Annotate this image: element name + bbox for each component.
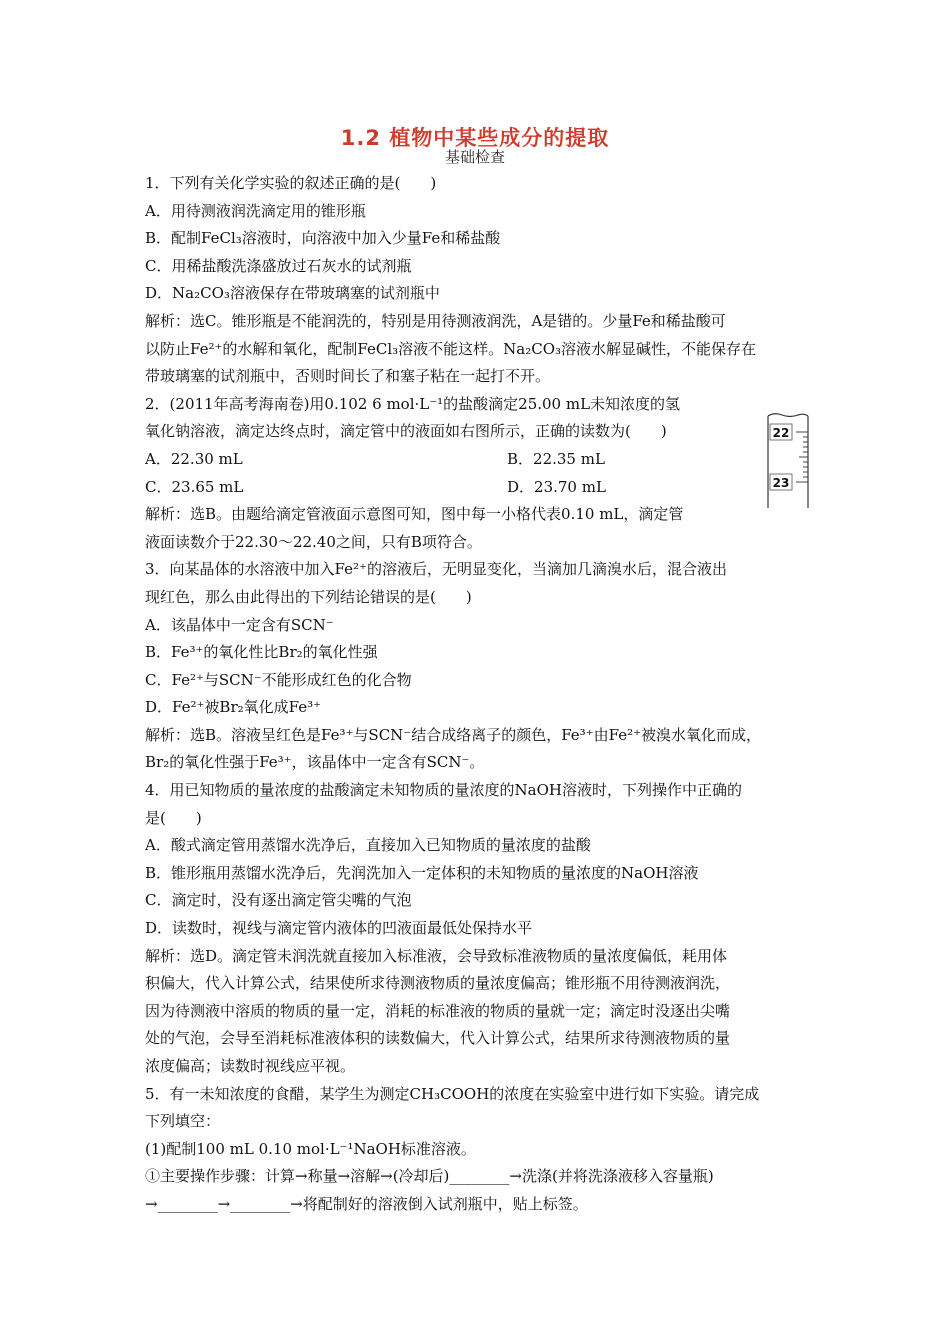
question-4 bbox=[145, 777, 810, 1081]
question-stem: 是( ) bbox=[145, 808, 202, 827]
question-stem: 4．用已知物质的量浓度的盐酸滴定未知物质的量浓度的NaOH溶液时，下列操作中正确的 bbox=[145, 781, 742, 800]
option-d: D．23.70 mL bbox=[507, 477, 606, 496]
option-a: A．酸式滴定管用蒸馏水洗净后，直接加入已知物质的量浓度的盐酸 bbox=[145, 836, 591, 855]
option-row bbox=[145, 474, 810, 502]
burette-figure bbox=[758, 412, 816, 510]
analysis-line: 以防止Fe²⁺的水解和氧化，配制FeCl₃溶液不能这样。Na₂CO₃溶液水解显碱性，不能保存在 bbox=[145, 339, 757, 358]
page-subtitle: 基础检查 bbox=[444, 148, 505, 166]
scale-label-23: 23 bbox=[772, 476, 790, 490]
analysis-line: Br₂的氧化性强于Fe³⁺，该晶体中一定含有SCN⁻。 bbox=[145, 753, 485, 772]
question-stem: 氧化钠溶液，滴定达终点时，滴定管中的液面如右图所示，正确的读数为( ) bbox=[145, 422, 667, 441]
analysis-line: 积偏大，代入计算公式，结果使所求待测液物质的量浓度偏高；锥形瓶不用待测液润洗， bbox=[145, 974, 731, 993]
analysis-line: 因为待测液中溶质的物质的量一定，消耗的标准液的物质的量就一定；滴定时没逐出尖嘴 bbox=[145, 1001, 731, 1020]
question-stem: 现红色，那么由此得出的下列结论错误的是( ) bbox=[145, 587, 472, 606]
question-stem: 下列填空： bbox=[145, 1112, 221, 1131]
option-d: D．读数时，视线与滴定管内液体的凹液面最低处保持水平 bbox=[145, 919, 533, 938]
option-b: B．22.35 mL bbox=[507, 449, 605, 468]
option-a: A．用待测液润洗滴定用的锥形瓶 bbox=[145, 201, 366, 220]
page-title: 1.2 植物中某些成分的提取 bbox=[340, 126, 610, 150]
option-c: C．用稀盐酸洗涤盛放过石灰水的试剂瓶 bbox=[145, 256, 412, 275]
question-content bbox=[145, 170, 810, 1219]
question-2 bbox=[145, 391, 810, 557]
analysis-line: 带玻璃塞的试剂瓶中，否则时间长了和塞子粘在一起打不开。 bbox=[145, 367, 551, 386]
option-d: D．Na₂CO₃溶液保存在带玻璃塞的试剂瓶中 bbox=[145, 284, 440, 303]
option-b: B．配制FeCl₃溶液时，向溶液中加入少量Fe和稀盐酸 bbox=[145, 229, 501, 248]
liquid-meniscus bbox=[768, 414, 808, 417]
question-1 bbox=[145, 170, 810, 391]
question-stem: 2．(2011年高考海南卷)用0.102 6 mol·L⁻¹的盐酸滴定25.00 mL未知浓度的氢 bbox=[145, 394, 681, 413]
question-stem: 5．有一未知浓度的食醋，某学生为测定CH₃COOH的浓度在实验室中进行如下实验。请完成 bbox=[145, 1084, 760, 1103]
question-3 bbox=[145, 556, 810, 777]
option-row bbox=[145, 446, 810, 474]
analysis-line: 解析：选C。锥形瓶是不能润洗的，特别是用待测液润洗，A是错的。少量Fe和稀盐酸可 bbox=[145, 311, 726, 330]
option-b: B．锥形瓶用蒸馏水洗净后，先润洗加入一定体积的未知物质的量浓度的NaOH溶液 bbox=[145, 863, 699, 882]
option-c: C．滴定时，没有逐出滴定管尖嘴的气泡 bbox=[145, 891, 412, 910]
option-a: A．该晶体中一定含有SCN⁻ bbox=[145, 615, 334, 634]
analysis-line: 解析：选D。滴定管未润洗就直接加入标准液，会导致标准液物质的量浓度偏低，耗用体 bbox=[145, 946, 728, 965]
analysis-line: 处的气泡，会导至消耗标准液体积的读数偏大，代入计算公式，结果所求待测液物质的量 bbox=[145, 1029, 731, 1048]
question-stem: 3．向某晶体的水溶液中加入Fe²⁺的溶液后，无明显变化，当滴加几滴溴水后，混合液出 bbox=[145, 560, 727, 579]
analysis-line: 解析：选B。溶液呈红色是Fe³⁺与SCN⁻结合成络离子的颜色，Fe³⁺由Fe²⁺被溴水氧化而成， bbox=[145, 725, 762, 744]
option-c: C．23.65 mL bbox=[145, 477, 244, 496]
question-stem: 1．下列有关化学实验的叙述正确的是( ) bbox=[145, 174, 437, 192]
step-line: ①主要操作步骤：计算→称量→溶解→(冷却后)________→洗涤(并将洗涤液移入容量瓶) bbox=[145, 1167, 714, 1186]
option-b: B．Fe³⁺的氧化性比Br₂的氧化性强 bbox=[145, 643, 378, 662]
analysis-line: 解析：选B。由题给滴定管液面示意图可知，图中每一小格代表0.10 mL，滴定管 bbox=[145, 505, 684, 524]
burette-scale-ticks bbox=[796, 432, 808, 482]
step-line: →________→________→将配制好的溶液倒入试剂瓶中，贴上标签。 bbox=[145, 1194, 588, 1213]
analysis-line: 液面读数介于22.30～22.40之间，只有B项符合。 bbox=[145, 532, 482, 551]
scale-label-22: 22 bbox=[772, 426, 790, 440]
option-d: D．Fe²⁺被Br₂氧化成Fe³⁺ bbox=[145, 698, 322, 717]
option-a: A．22.30 mL bbox=[145, 449, 243, 468]
question-5 bbox=[145, 1081, 810, 1219]
option-c: C．Fe²⁺与SCN⁻不能形成红色的化合物 bbox=[145, 670, 412, 689]
sub-question: (1)配制100 mL 0.10 mol·L⁻¹NaOH标准溶液。 bbox=[145, 1139, 476, 1158]
analysis-line: 浓度偏高；读数时视线应平视。 bbox=[145, 1057, 356, 1075]
